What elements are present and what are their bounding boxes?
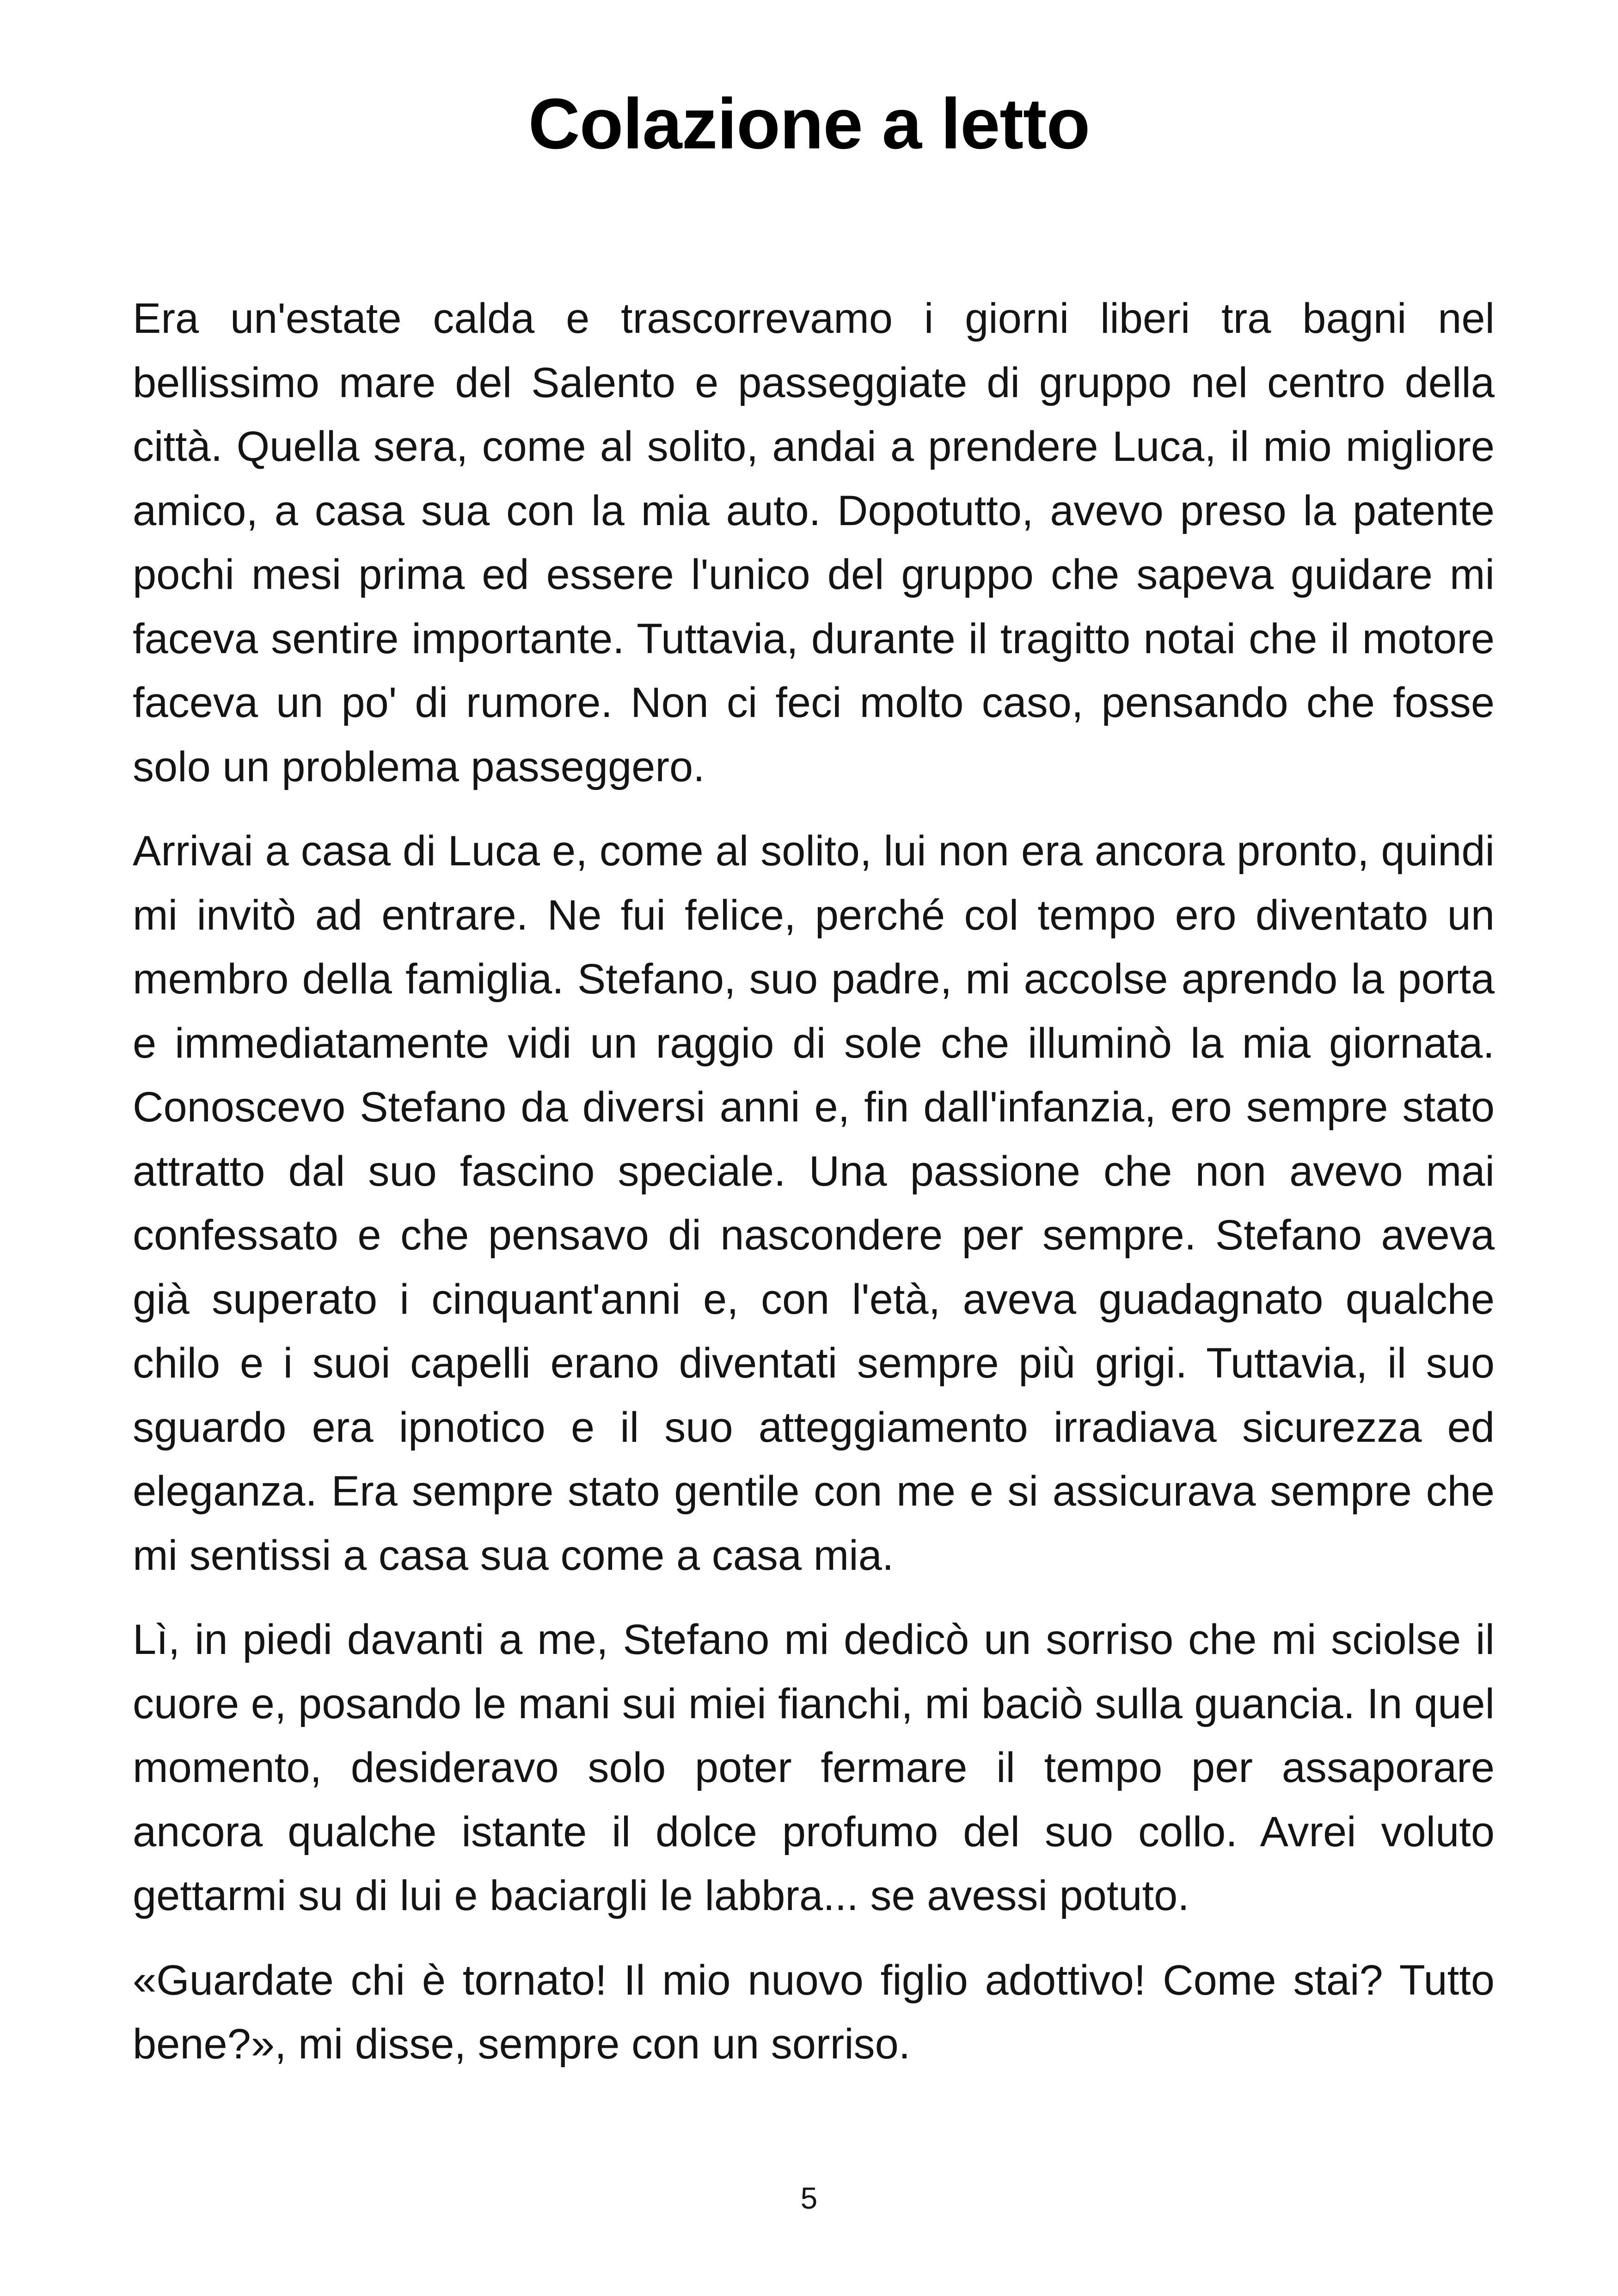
body-text — [133, 287, 1495, 2076]
paragraph-3: Lì, in piedi davanti a me, Stefano mi dedicò un sorriso che mi sciolse il cuore e, posando le mani sui miei fianchi, mi baciò sulla guancia. In quel momento, desideravo solo poter fermare il tempo per assaporare ancora qualche istante il dolce profumo del suo collo. Avrei voluto gettarmi su di lui e baciargli le labbra... se avessi potuto. — [133, 1616, 1495, 1919]
page-number: 5 — [800, 2181, 818, 2215]
chapter-title: Colazione a letto — [528, 84, 1090, 164]
paragraph-4: «Guardate chi è tornato! Il mio nuovo figlio adottivo! Come stai? Tutto bene?», mi disse, sempre con un sorriso. — [133, 1956, 1495, 2068]
paragraph-2: Arrivai a casa di Luca e, come al solito, lui non era ancora pronto, quindi mi invitò ad entrare. Ne fui felice, perché col tempo ero diventato un membro della famiglia. Stefano, suo padre, mi accolse aprendo la porta e immediatamente vidi un raggio di sole che illuminò la mia giornata. Conoscevo Stefano da diversi anni e, fin dall'infanzia, ero sempre stato attratto dal suo fascino speciale. Una passione che non avevo mai confessato e che pensavo di nascondere per sempre. Stefano aveva già superato i cinquant'anni e, con l'età, aveva guadagnato qualche chilo e i suoi capelli erano diventati sempre più grigi. Tuttavia, il suo sguardo era ipnotico e il suo atteggiamento irradiava sicurezza ed eleganza. Era sempre stato gentile con me e si assicurava sempre che mi sentissi a casa sua come a casa mia. — [133, 827, 1495, 1579]
paragraph-1: Era un'estate calda e trascorrevamo i giorni liberi tra bagni nel bellissimo mare del Salento e passeggiate di gruppo nel centro della città. Quella sera, come al solito, andai a prendere Luca, il mio migliore amico, a casa sua con la mia auto. Dopotutto, avevo preso la patente pochi mesi prima ed essere l'unico del gruppo che sapeva guidare mi faceva sentire importante. Tuttavia, durante il tragitto notai che il motore faceva un po' di rumore. Non ci feci molto caso, pensando che fosse solo un problema passeggero. — [133, 295, 1495, 790]
